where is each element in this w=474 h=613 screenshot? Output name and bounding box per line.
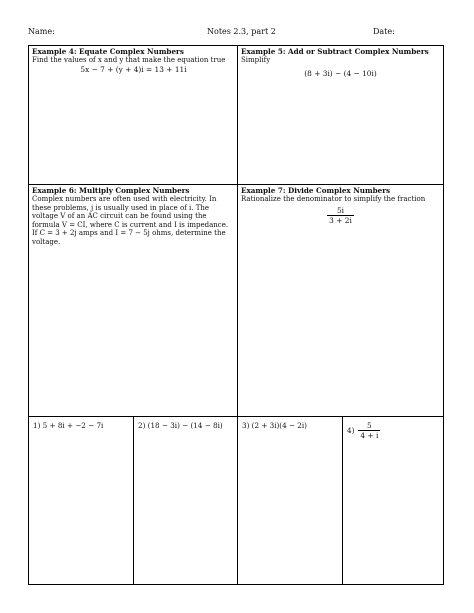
- notes-title: Notes 2.3, part 2: [207, 27, 276, 36]
- page-header: [0, 27, 474, 41]
- problem-2: 2) (18 − 3i) − (14 − 8i): [138, 421, 223, 430]
- problem-4: [347, 421, 443, 440]
- example-6-title: Example 6: Multiply Complex Numbers: [32, 186, 190, 195]
- example-4-equation: 5x − 7 + (y + 4)i = 13 + 11i: [80, 64, 187, 74]
- example-7-title: Example 7: Divide Complex Numbers: [241, 186, 391, 195]
- problem-4-denominator: 4 + i: [360, 431, 379, 440]
- example-7-fraction: [327, 206, 354, 225]
- problem-1: 1) 5 + 8i + −2 − 7i: [33, 421, 104, 430]
- example-6-box: [28, 184, 238, 417]
- problem-2-box: [133, 416, 238, 585]
- example-4-text: Find the values of x and y that make the equation true: [32, 56, 226, 64]
- example-7-text: Rationalize the denominator to simplify the fraction: [241, 195, 426, 203]
- example-5-text: Simplify: [241, 56, 271, 64]
- date-label: Date:: [373, 27, 395, 36]
- problem-4-label: 4): [347, 426, 355, 435]
- example-7-denominator: 3 + 2i: [329, 215, 352, 225]
- problem-4-fraction: [358, 421, 380, 440]
- example-4-title: Example 4: Equate Complex Numbers: [32, 47, 184, 56]
- problem-3-box: [237, 416, 343, 585]
- example-4-box: [28, 45, 238, 184]
- example-5-equation: (8 + 3i) − (4 − 10i): [304, 68, 377, 78]
- problem-1-box: [28, 416, 134, 585]
- example-7-box: [237, 184, 444, 417]
- problem-4-numerator: 5: [367, 421, 372, 430]
- example-5-title: Example 5: Add or Subtract Complex Numbers: [241, 47, 429, 56]
- example-6-text: Complex numbers are often used with electricity. In these problems, j is usually used in place of i. The voltage V of an AC circuit can be found using the formula V = CI, where C is current and I is impedance. If C = 3 + 2j amps and I = 7 − 5j ohms, determine the voltage.: [32, 195, 229, 246]
- problem-3: 3) (2 + 3i)(4 − 2i): [242, 421, 307, 430]
- example-5-box: [237, 45, 444, 184]
- name-label: Name:: [28, 27, 55, 36]
- problem-4-box: [342, 416, 444, 585]
- example-7-numerator: 5i: [336, 205, 345, 215]
